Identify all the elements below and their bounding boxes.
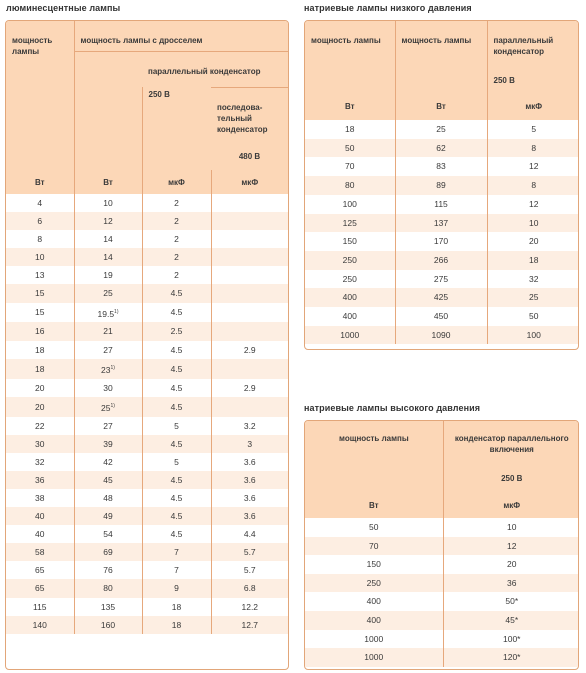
table-row — [6, 359, 288, 379]
cell-ballast: 49 — [74, 507, 142, 525]
cell-lamp: 20 — [6, 379, 74, 397]
cell-lamp: 16 — [6, 322, 74, 340]
table-row — [305, 251, 579, 270]
cell-lamp: 70 — [305, 537, 443, 556]
cell-cap: 100 — [487, 326, 579, 345]
col-series-capacitor: последова-тельный конденсатор — [217, 102, 268, 134]
table-row — [305, 518, 579, 537]
cell-cap: 18 — [487, 251, 579, 270]
cell-ballast: 275 — [395, 270, 487, 289]
table-row — [305, 555, 579, 574]
cell-ballast: 54 — [74, 525, 142, 543]
unit-uf-1: мкФ — [142, 170, 211, 194]
cell-lamp: 50 — [305, 518, 443, 537]
cell-lamp: 125 — [305, 214, 395, 233]
table-row — [305, 214, 579, 233]
table-row — [6, 303, 288, 323]
cell-lamp: 1000 — [305, 630, 443, 649]
cell-par: 18 — [142, 598, 211, 616]
footnote-marker: 1) — [110, 402, 115, 409]
cell-lamp: 18 — [305, 120, 395, 139]
unit-uf: мкФ — [443, 493, 579, 518]
cell-cap: 50 — [487, 307, 579, 326]
cell-par: 4.5 — [142, 489, 211, 507]
unit-uf: мкФ — [487, 93, 579, 120]
table-row — [6, 579, 288, 597]
cell-ballast: 83 — [395, 157, 487, 176]
table-row — [305, 574, 579, 593]
cell-ser: 3.6 — [211, 489, 288, 507]
cell-ser: 5.7 — [211, 543, 288, 561]
cell-par: 4.5 — [142, 379, 211, 397]
fluorescent-table-panel — [5, 20, 289, 670]
cell-lamp: 400 — [305, 592, 443, 611]
fluorescent-table — [6, 21, 288, 634]
sodium-high-title: натриевые лампы высокого давления — [304, 403, 481, 413]
cell-par: 9 — [142, 579, 211, 597]
table-row — [6, 248, 288, 266]
cell-ser: 3.6 — [211, 507, 288, 525]
cell-cap: 20 — [443, 555, 579, 574]
table-row — [6, 453, 288, 471]
cell-ser: 3.6 — [211, 471, 288, 489]
cell-par: 18 — [142, 616, 211, 634]
cell-cap: 120* — [443, 648, 579, 667]
cell-cap: 5 — [487, 120, 579, 139]
col-parallel-capacitor: параллельный конденсатор — [493, 36, 554, 56]
col-parallel-capacitor: параллельный конденсатор — [142, 51, 288, 87]
table-row — [6, 417, 288, 435]
cell-ballast: 48 — [74, 489, 142, 507]
cell-ballast: 1090 — [395, 326, 487, 345]
col-lamp-power: мощность лампы — [6, 21, 74, 170]
table-row — [6, 616, 288, 634]
cell-ser — [211, 359, 288, 379]
col-parallel-capacitor: конденсатор параллельного включения — [454, 434, 569, 454]
cell-lamp: 400 — [305, 307, 395, 326]
cell-par: 5 — [142, 417, 211, 435]
table-row — [6, 489, 288, 507]
cell-par: 2 — [142, 248, 211, 266]
cell-lamp: 250 — [305, 270, 395, 289]
cell-par: 4.5 — [142, 507, 211, 525]
sodium-low-title: натриевые лампы низкого давления — [304, 3, 472, 13]
cell-par: 2 — [142, 194, 211, 212]
cell-lamp: 50 — [305, 139, 395, 158]
cell-lamp: 80 — [305, 176, 395, 195]
table-row — [305, 176, 579, 195]
cell-cap: 8 — [487, 139, 579, 158]
cell-lamp: 15 — [6, 303, 74, 323]
cell-ser — [211, 248, 288, 266]
cell-par: 2 — [142, 230, 211, 248]
cell-ballast: 137 — [395, 214, 487, 233]
cell-ser — [211, 194, 288, 212]
cell-cap: 100* — [443, 630, 579, 649]
cell-lamp: 10 — [6, 248, 74, 266]
table-row — [6, 266, 288, 284]
table-row — [305, 592, 579, 611]
cell-lamp: 150 — [305, 232, 395, 251]
unit-w-1: Вт — [305, 93, 395, 120]
table-row — [6, 341, 288, 359]
cell-ser: 4.4 — [211, 525, 288, 543]
cell-lamp: 36 — [6, 471, 74, 489]
cell-ballast: 80 — [74, 579, 142, 597]
cell-lamp: 18 — [6, 359, 74, 379]
table-row — [6, 525, 288, 543]
cell-ballast: 14 — [74, 230, 142, 248]
cell-ballast: 45 — [74, 471, 142, 489]
unit-w-2: Вт — [395, 93, 487, 120]
sodium-low-table — [305, 21, 579, 344]
table-row — [6, 322, 288, 340]
table-row — [6, 397, 288, 417]
cell-ballast: 25 — [395, 120, 487, 139]
cell-cap: 12 — [487, 157, 579, 176]
table-row — [305, 648, 579, 667]
cell-ballast: 39 — [74, 435, 142, 453]
cell-lamp: 18 — [6, 341, 74, 359]
cell-ballast: 30 — [74, 379, 142, 397]
cell-cap: 10 — [443, 518, 579, 537]
cell-lamp: 65 — [6, 561, 74, 579]
cell-ser — [211, 322, 288, 340]
cell-cap: 12 — [487, 195, 579, 214]
cell-par: 4.5 — [142, 471, 211, 489]
cell-lamp: 13 — [6, 266, 74, 284]
table-row — [6, 471, 288, 489]
cell-ser — [211, 284, 288, 302]
cell-cap: 12 — [443, 537, 579, 556]
table-row — [6, 284, 288, 302]
cell-ballast: 19.5$^{1)}$ — [74, 303, 142, 323]
cell-ser — [211, 212, 288, 230]
cell-ballast: 25$^{1)}$ — [74, 397, 142, 417]
footnote-marker: 1) — [110, 364, 115, 371]
cell-lamp: 400 — [305, 611, 443, 630]
cell-lamp: 115 — [6, 598, 74, 616]
cell-ballast: 450 — [395, 307, 487, 326]
cell-ser — [211, 397, 288, 417]
cell-ballast: 14 — [74, 248, 142, 266]
cell-par: 4.5 — [142, 397, 211, 417]
cell-lamp: 6 — [6, 212, 74, 230]
cell-lamp: 32 — [6, 453, 74, 471]
unit-w-2: Вт — [74, 170, 142, 194]
table-row — [6, 435, 288, 453]
table-row — [305, 630, 579, 649]
table-row — [305, 120, 579, 139]
cell-ser: 12.7 — [211, 616, 288, 634]
cell-ser: 12.2 — [211, 598, 288, 616]
cell-lamp: 40 — [6, 507, 74, 525]
table-row — [305, 270, 579, 289]
cell-ballast: 21 — [74, 322, 142, 340]
cell-par: 4.5 — [142, 284, 211, 302]
table-row — [6, 507, 288, 525]
cell-par: 2 — [142, 212, 211, 230]
cell-par: 5 — [142, 453, 211, 471]
cell-cap: 25 — [487, 288, 579, 307]
cell-ser: 3 — [211, 435, 288, 453]
cell-ballast: 12 — [74, 212, 142, 230]
cell-ballast: 160 — [74, 616, 142, 634]
cell-cap: 36 — [443, 574, 579, 593]
cell-par: 7 — [142, 543, 211, 561]
table-row — [6, 543, 288, 561]
cell-cap: 20 — [487, 232, 579, 251]
cell-ballast: 89 — [395, 176, 487, 195]
cell-ser: 3.2 — [211, 417, 288, 435]
table-row — [305, 232, 579, 251]
cell-ballast: 266 — [395, 251, 487, 270]
cell-par: 4.5 — [142, 525, 211, 543]
table-row — [6, 212, 288, 230]
cell-lamp: 150 — [305, 555, 443, 574]
cell-ser — [211, 303, 288, 323]
cell-lamp: 58 — [6, 543, 74, 561]
cell-ballast: 62 — [395, 139, 487, 158]
cell-lamp: 30 — [6, 435, 74, 453]
cell-lamp: 1000 — [305, 326, 395, 345]
cell-par: 4.5 — [142, 341, 211, 359]
cell-ser: 5.7 — [211, 561, 288, 579]
voltage-480: 480 В — [238, 151, 261, 161]
cell-lamp: 250 — [305, 574, 443, 593]
cell-par: 4.5 — [142, 303, 211, 323]
cell-par: 2.5 — [142, 322, 211, 340]
table-row — [305, 537, 579, 556]
unit-uf-2: мкФ — [211, 170, 288, 194]
cell-lamp: 20 — [6, 397, 74, 417]
cell-lamp: 70 — [305, 157, 395, 176]
cell-lamp: 1000 — [305, 648, 443, 667]
cell-cap: 32 — [487, 270, 579, 289]
table-row — [6, 561, 288, 579]
col-power-with-ballast: мощность лампы с дросселем — [74, 21, 288, 51]
col-lamp-power: мощность лампы — [305, 421, 443, 493]
cell-ser: 3.6 — [211, 453, 288, 471]
unit-w-1: Вт — [6, 170, 74, 194]
voltage-250: 250 В — [501, 474, 523, 483]
cell-ballast: 42 — [74, 453, 142, 471]
col-power-with-ballast: мощность лампы — [395, 21, 487, 93]
table-row — [305, 307, 579, 326]
cell-ballast: 23$^{1)}$ — [74, 359, 142, 379]
voltage-250: 250 В — [142, 87, 211, 170]
sodium-high-table-panel — [304, 420, 579, 670]
cell-lamp: 8 — [6, 230, 74, 248]
table-row — [305, 326, 579, 345]
cell-cap: 45* — [443, 611, 579, 630]
cell-lamp: 140 — [6, 616, 74, 634]
table-row — [6, 194, 288, 212]
cell-lamp: 400 — [305, 288, 395, 307]
cell-lamp: 15 — [6, 284, 74, 302]
cell-ballast: 170 — [395, 232, 487, 251]
voltage-250: 250 В — [493, 76, 515, 85]
cell-lamp: 38 — [6, 489, 74, 507]
table-row — [6, 379, 288, 397]
cell-ser — [211, 230, 288, 248]
cell-ballast: 425 — [395, 288, 487, 307]
fluorescent-title: люминесцентные лампы — [6, 3, 121, 13]
unit-w: Вт — [305, 493, 443, 518]
cell-ballast: 27 — [74, 341, 142, 359]
cell-ser: 6.8 — [211, 579, 288, 597]
cell-ballast: 76 — [74, 561, 142, 579]
cell-ballast: 10 — [74, 194, 142, 212]
cell-par: 4.5 — [142, 435, 211, 453]
cell-ser: 2.9 — [211, 379, 288, 397]
table-row — [305, 288, 579, 307]
cell-lamp: 250 — [305, 251, 395, 270]
cell-par: 4.5 — [142, 359, 211, 379]
cell-ballast: 19 — [74, 266, 142, 284]
cell-ballast: 135 — [74, 598, 142, 616]
sodium-low-table-panel — [304, 20, 579, 350]
table-row — [6, 598, 288, 616]
table-row — [305, 611, 579, 630]
cell-ser — [211, 266, 288, 284]
cell-ballast: 25 — [74, 284, 142, 302]
sodium-high-table — [305, 421, 579, 667]
footnote-marker: 1) — [114, 308, 119, 315]
cell-cap: 8 — [487, 176, 579, 195]
cell-cap: 50* — [443, 592, 579, 611]
cell-ballast: 69 — [74, 543, 142, 561]
cell-lamp: 65 — [6, 579, 74, 597]
cell-par: 2 — [142, 266, 211, 284]
table-row — [305, 157, 579, 176]
cell-ballast: 115 — [395, 195, 487, 214]
cell-ballast: 27 — [74, 417, 142, 435]
table-row — [6, 230, 288, 248]
table-row — [305, 195, 579, 214]
cell-ser: 2.9 — [211, 341, 288, 359]
cell-cap: 10 — [487, 214, 579, 233]
col-lamp-power: мощность лампы — [305, 21, 395, 93]
cell-lamp: 40 — [6, 525, 74, 543]
cell-par: 7 — [142, 561, 211, 579]
cell-lamp: 4 — [6, 194, 74, 212]
cell-lamp: 100 — [305, 195, 395, 214]
cell-lamp: 22 — [6, 417, 74, 435]
table-row — [305, 139, 579, 158]
